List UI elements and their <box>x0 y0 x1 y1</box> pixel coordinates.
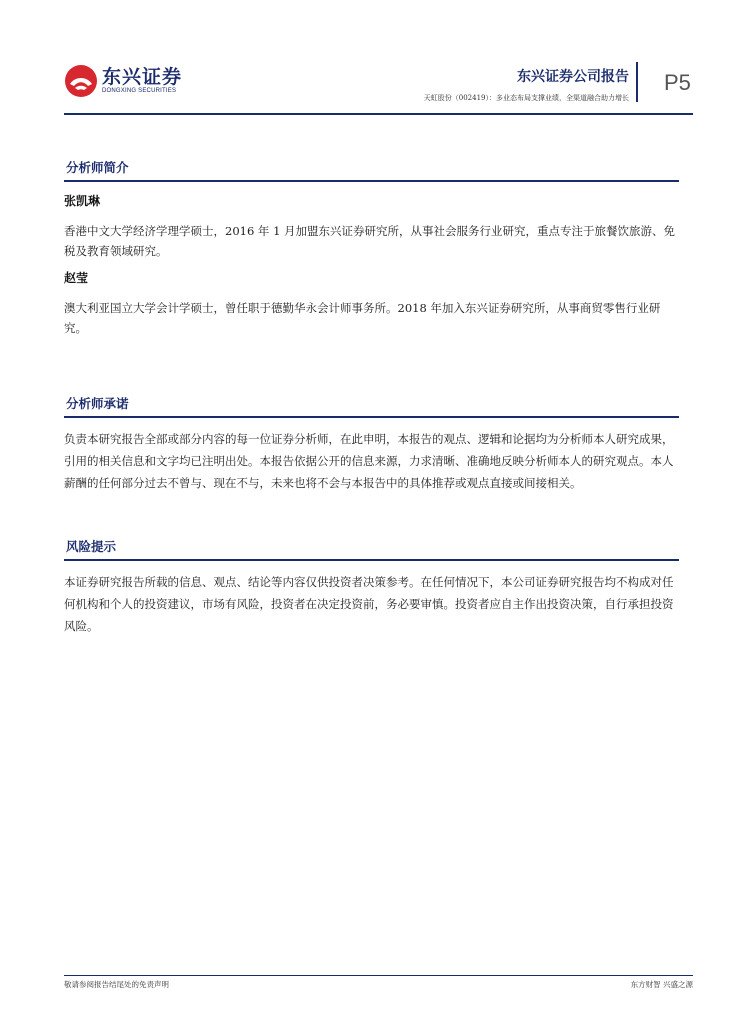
footer-rule <box>64 975 693 976</box>
page-number: P5 <box>664 70 691 95</box>
company-logo <box>64 64 182 98</box>
analyst-name: 赵莹 <box>64 271 89 285</box>
risk-warning-section <box>64 538 679 637</box>
section-title: 风险提示 <box>66 539 117 554</box>
report-subtitle: 天虹股份（002419）：多业态布局支撑业绩，全渠道融合助力增长 <box>423 94 629 102</box>
footer-disclaimer-note: 敬请参阅报告结尾处的免责声明 <box>64 980 169 989</box>
analyst-name: 张凯琳 <box>64 194 101 208</box>
section-rule <box>64 180 679 182</box>
analyst-bio: 香港中文大学经济学理学硕士，2016 年 1 月加盟东兴证券研究所，从事社会服务行业研究，重点专注于旅餐饮旅游、免税及教育领域研究。 <box>64 224 676 258</box>
logo-chinese-name: 东兴证券 <box>102 66 183 88</box>
commitment-text: 负责本研究报告全部或部分内容的每一位证券分析师，在此申明，本报告的观点、逻辑和论据均为分析师本人研究成果，引用的相关信息和文字均已注明出处。本报告依据公开的信息来源，力求清晰、准确地反映分析师本人的研究观点。本人薪酬的任何部分过去不曾与、现在不与，未来也将不会与本报告中的具体推荐或观点直接或间接相关。 <box>64 432 674 490</box>
header-divider <box>636 62 638 102</box>
header-rule <box>64 113 693 115</box>
analyst-commitment-section <box>64 395 679 494</box>
logo-english-name: DONGXING SECURITIES <box>102 88 177 94</box>
risk-text: 本证券研究报告所载的信息、观点、结论等内容仅供投资者决策参考。在任何情况下，本公司证券研究报告均不构成对任何机构和个人的投资建议，市场有风险，投资者在决定投资前，务必要审慎。投资者应自主作出投资决策，自行承担投资风险。 <box>64 575 674 633</box>
dongxing-logo-icon <box>64 64 98 98</box>
footer-slogan: 东方财智 兴盛之源 <box>630 980 693 989</box>
section-title: 分析师简介 <box>66 160 129 175</box>
section-rule <box>64 559 679 561</box>
report-brand: 东兴证券公司报告 <box>517 69 629 85</box>
section-title: 分析师承诺 <box>66 396 129 411</box>
analyst-intro-section <box>64 159 679 338</box>
section-rule <box>64 416 679 418</box>
analyst-bio: 澳大利亚国立大学会计学硕士，曾任职于德勤华永会计师事务所。2018 年加入东兴证券研究所，从事商贸零售行业研究。 <box>64 301 661 335</box>
